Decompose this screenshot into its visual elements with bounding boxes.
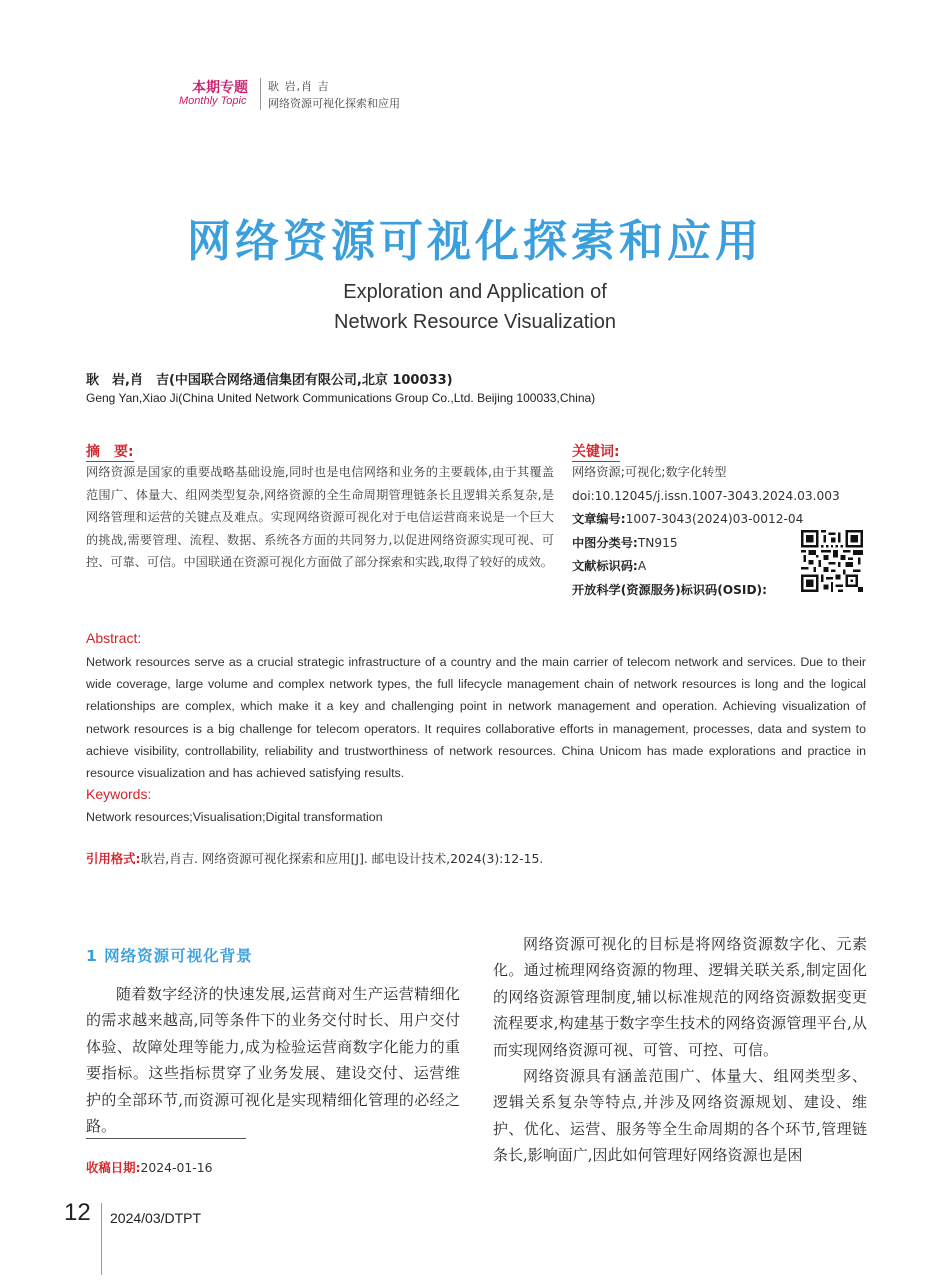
clc-line: 中图分类号:TN915 (572, 535, 678, 550)
footer-divider (101, 1203, 102, 1275)
keywords-en-body: Network resources;Visualisation;Digital transformation (86, 810, 383, 824)
paper-title-en-line1: Exploration and Application of (343, 281, 607, 303)
topic-label-cn: 本期专题 (192, 80, 248, 96)
abstract-cn-heading: 摘 要: (86, 444, 134, 460)
paper-title-en-line2: Network Resource Visualization (334, 311, 616, 333)
authors-cn: 耿 岩,肖 吉(中国联合网络通信集团有限公司,北京 100033) (86, 373, 453, 388)
footnote-rule (86, 1138, 246, 1139)
doi-line: doi:10.12045/j.issn.1007-3043.2024.03.003 (572, 488, 840, 503)
body-left-column (86, 981, 460, 1139)
journal-issue: 2024/03/DTPT (110, 1210, 202, 1226)
received-date: 收稿日期:2024-01-16 (86, 1160, 213, 1175)
keywords-cn-body: 网络资源;可视化;数字化转型 (572, 465, 727, 479)
header-divider (260, 78, 261, 110)
page-number: 12 (64, 1199, 91, 1226)
keywords-cn-block (572, 461, 840, 602)
abstract-cn-body: 网络资源是国家的重要战略基础设施,同时也是电信网络和业务的主要载体,由于其覆盖范围广、体量大、组网类型复杂,网络资源的全生命周期管理链条长且逻辑关系复杂,是网络管理和运营的关键点及难点。实现网络资源可视化对于电信运营商来说是一个巨大的挑战,需要管理、流程、数据、系统各方面的共同努力,以促进网络资源实现可视、可控、可靠、可信。中国联通在资源可视化方面做了部分探索和实践,取得了较好的成效。 (86, 465, 554, 569)
paper-title-cn: 网络资源可视化探索和应用 (187, 216, 763, 267)
abstract-en-body: Network resources serve as a crucial strategic infrastructure of a country and the main carrier of telecom network and services. Due to their wide coverage, large volume and complex network types, the full lifecycle management chain of network resources is long and the logical relationships are complex, which make it a key and challenging point in network management and operation. Achieving visualization of network resources is a big challenge for telecom operators. It requires collaborative efforts in management, processes, data and system to achieve visibility, controllability, reliability and trustworthiness of network resources. China Unicom has made explorations and practice in resource visualization and has achieved satisfying results. (86, 655, 866, 781)
authors-en: Geng Yan,Xiao Ji(China United Network Communications Group Co.,Ltd. Beijing 100033,China) (86, 391, 596, 405)
header-authors: 耿 岩,肖 吉 (268, 80, 330, 93)
body-paragraph: 网络资源具有涵盖范围广、体量大、组网类型多、逻辑关系复杂等特点,并涉及网络资源规划、建设、维护、优化、运营、服务等全生命周期的各个环节,管理链条长,影响面广,因此如何管理好网络资源也是困 (493, 1067, 867, 1165)
keywords-cn-heading: 关键词: (572, 444, 620, 460)
topic-label-en: Monthly Topic (179, 95, 247, 107)
body-paragraph: 网络资源可视化的目标是将网络资源数字化、元素化。通过梳理网络资源的物理、逻辑关联关系,制定固化的网络资源管理制度,辅以标准规范的网络资源数据变更流程要求,构建基于数字孪生技术的网络资源管理平台,从而实现网络资源可视、可管、可控、可信。 (493, 935, 867, 1059)
header-running-title: 网络资源可视化探索和应用 (268, 97, 400, 110)
body-paragraph: 随着数字经济的快速发展,运营商对生产运营精细化的需求越来越高,同等条件下的业务交付时长、用户交付体验、故障处理等能力,成为检验运营商数字化能力的重要指标。这些指标贯穿了业务发展、建设交付、运营维护的全部环节,而资源可视化是实现精细化管理的必经之路。 (86, 985, 460, 1136)
osid-line: 开放科学(资源服务)标识码(OSID): (572, 582, 768, 597)
article-number-line: 文章编号:1007-3043(2024)03-0012-04 (572, 512, 804, 526)
body-right-column (493, 931, 867, 1169)
citation-format: 引用格式:耿岩,肖吉. 网络资源可视化探索和应用[J]. 邮电设计技术,2024(3):12-15. (86, 851, 544, 866)
section-1-heading: 1 网络资源可视化背景 (86, 947, 253, 965)
osid-qr-code[interactable] (801, 530, 863, 592)
doc-code-line: 文献标识码:A (572, 559, 647, 573)
keywords-en-heading: Keywords: (86, 786, 152, 802)
abstract-en-heading: Abstract: (86, 630, 142, 646)
